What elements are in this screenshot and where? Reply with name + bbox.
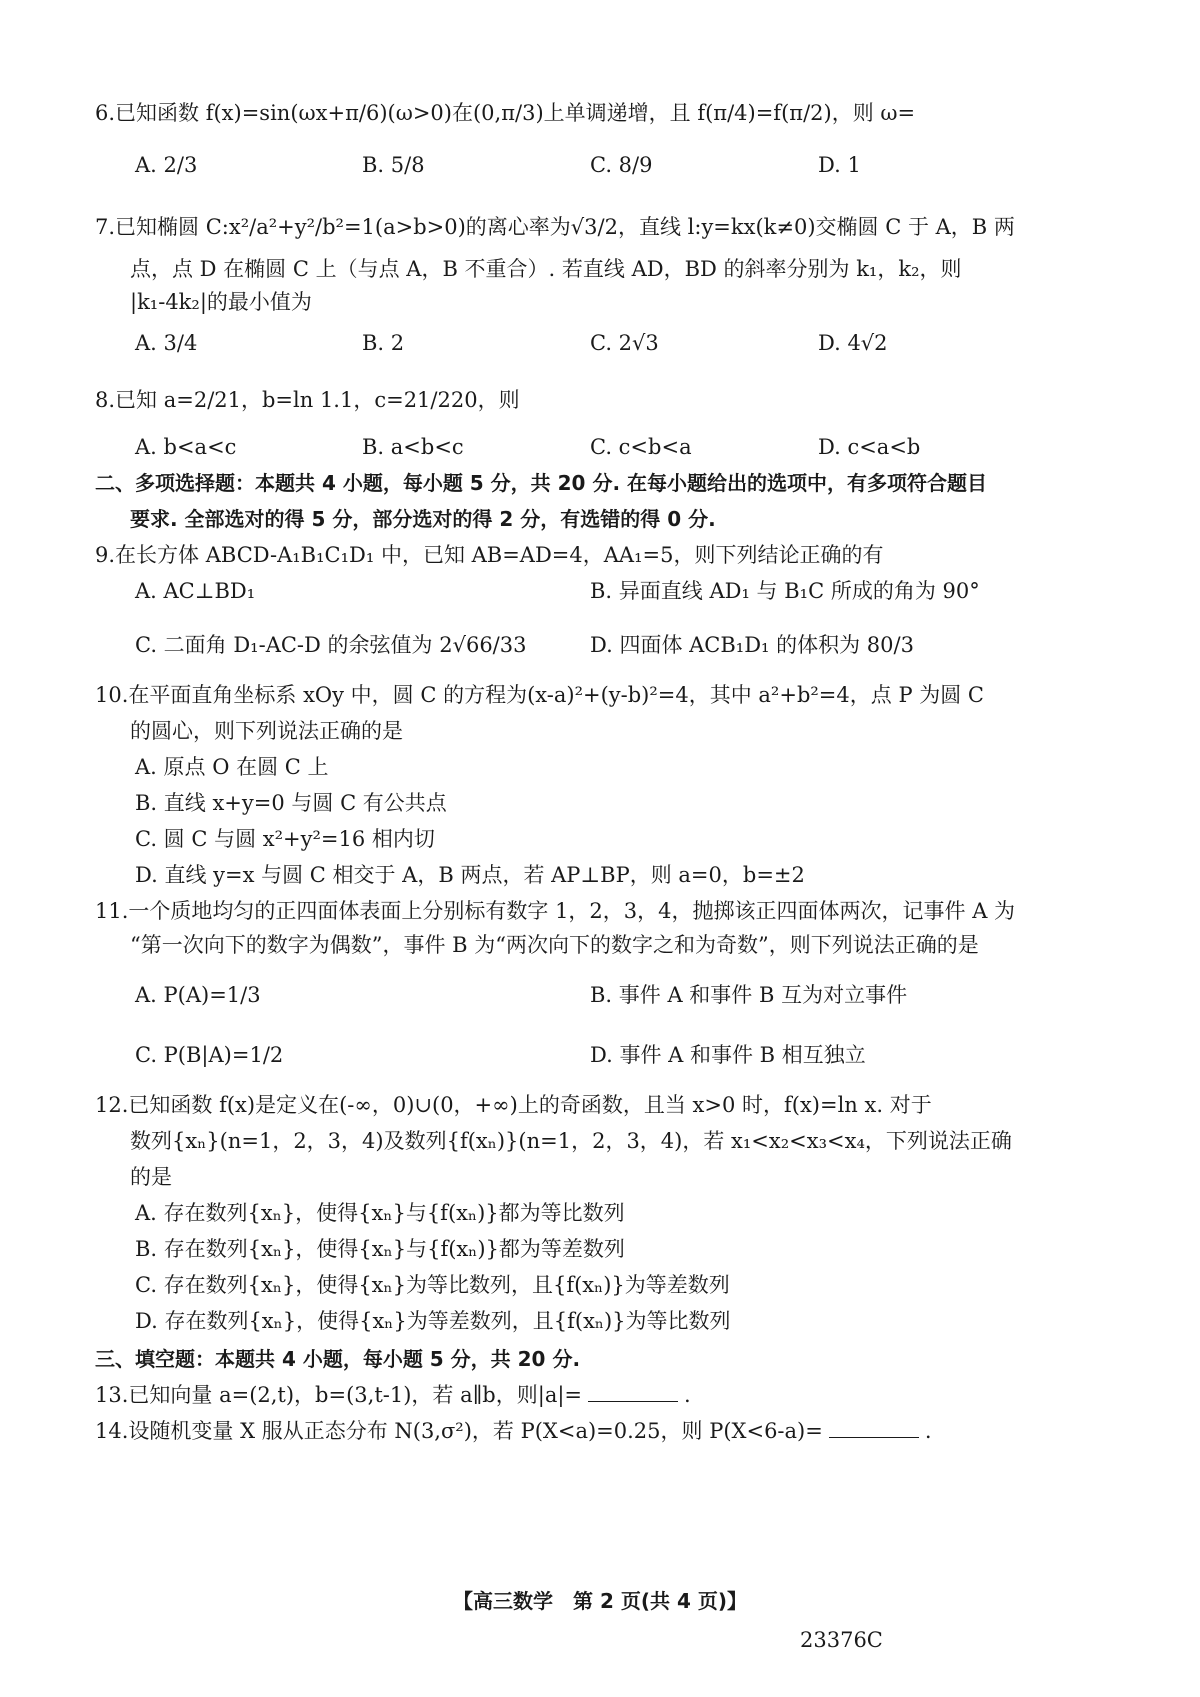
q9-option-c: C. 二面角 D₁-AC-D 的余弦值为 2√66/33 bbox=[135, 633, 527, 657]
q12-stem-line2: 数列{xₙ}(n=1，2，3，4)及数列{f(xₙ)}(n=1，2，3，4)，若 x₁<x₂<x₃<x₄，下列说法正确 bbox=[130, 1129, 1012, 1153]
q11-stem-line2: “第一次向下的数字为偶数”，事件 B 为“两次向下的数字之和为奇数”，则下列说法正确的是 bbox=[130, 933, 979, 957]
q7-stem-line2: 点，点 D 在椭圆 C 上（与点 A，B 不重合）. 若直线 AD，BD 的斜率分别为 k₁，k₂，则 bbox=[130, 257, 962, 281]
q14-answer-blank[interactable] bbox=[829, 1419, 919, 1438]
q6-stem: 6.已知函数 f(x)=sin(ωx+π/6)(ω>0)在(0,π/3)上单调递增，且 f(π/4)=f(π/2)，则 ω= bbox=[95, 101, 916, 125]
q12-option-a: A. 存在数列{xₙ}，使得{xₙ}与{f(xₙ)}都为等比数列 bbox=[135, 1201, 625, 1225]
q14-stem: 14.设随机变量 X 服从正态分布 N(3,σ²)，若 P(X<a)=0.25，则 P(X<6-a)= bbox=[95, 1419, 823, 1443]
q14-end: . bbox=[924, 1419, 932, 1443]
q10-option-c: C. 圆 C 与圆 x²+y²=16 相内切 bbox=[135, 827, 435, 851]
q6-option-b: B. 5/8 bbox=[362, 153, 425, 177]
q12-option-c: C. 存在数列{xₙ}，使得{xₙ}为等比数列，且{f(xₙ)}为等差数列 bbox=[135, 1273, 730, 1297]
q12-option-d: D. 存在数列{xₙ}，使得{xₙ}为等差数列，且{f(xₙ)}为等比数列 bbox=[135, 1309, 731, 1333]
section2-heading-line2: 要求. 全部选对的得 5 分，部分选对的得 2 分，有选错的得 0 分. bbox=[130, 507, 716, 531]
q11-option-d: D. 事件 A 和事件 B 相互独立 bbox=[590, 1043, 866, 1067]
q10-option-a: A. 原点 O 在圆 C 上 bbox=[135, 755, 329, 779]
q12-stem-line3: 的是 bbox=[130, 1165, 172, 1189]
q10-stem-line1: 10.在平面直角坐标系 xOy 中，圆 C 的方程为(x-a)²+(y-b)²=4，其中 a²+b²=4，点 P 为圆 C bbox=[95, 683, 984, 707]
q10-stem-line2: 的圆心，则下列说法正确的是 bbox=[130, 719, 403, 743]
q7-option-c: C. 2√3 bbox=[590, 331, 659, 355]
q13-line bbox=[95, 1380, 691, 1410]
q8-option-d: D. c<a<b bbox=[818, 435, 921, 459]
q12-option-b: B. 存在数列{xₙ}，使得{xₙ}与{f(xₙ)}都为等差数列 bbox=[135, 1237, 625, 1261]
q10-option-d: D. 直线 y=x 与圆 C 相交于 A，B 两点，若 AP⊥BP，则 a=0，b=±2 bbox=[135, 863, 805, 887]
q8-option-a: A. b<a<c bbox=[135, 435, 237, 459]
exam-code: 23376C bbox=[800, 1628, 883, 1652]
q11-option-a: A. P(A)=1/3 bbox=[135, 983, 261, 1007]
q10-option-b: B. 直线 x+y=0 与圆 C 有公共点 bbox=[135, 791, 447, 815]
section2-heading-line1: 二、多项选择题：本题共 4 小题，每小题 5 分，共 20 分. 在每小题给出的选项中，有多项符合题目 bbox=[95, 471, 988, 495]
q8-option-b: B. a<b<c bbox=[362, 435, 464, 459]
q9-stem: 9.在长方体 ABCD-A₁B₁C₁D₁ 中，已知 AB=AD=4，AA₁=5，则下列结论正确的有 bbox=[95, 543, 884, 567]
section3-heading: 三、填空题：本题共 4 小题，每小题 5 分，共 20 分. bbox=[95, 1347, 581, 1371]
q13-stem: 13.已知向量 a=(2,t)，b=(3,t-1)，若 a∥b，则|a|= bbox=[95, 1383, 583, 1407]
q11-option-b: B. 事件 A 和事件 B 互为对立事件 bbox=[590, 983, 908, 1007]
q11-stem-line1: 11.一个质地均匀的正四面体表面上分别标有数字 1，2，3，4，抛掷该正四面体两次，记事件 A 为 bbox=[95, 899, 1016, 923]
q7-option-b: B. 2 bbox=[362, 331, 405, 355]
q7-stem-line3: |k₁-4k₂|的最小值为 bbox=[130, 290, 312, 314]
q9-option-d: D. 四面体 ACB₁D₁ 的体积为 80/3 bbox=[590, 633, 914, 657]
q9-option-b: B. 异面直线 AD₁ 与 B₁C 所成的角为 90° bbox=[590, 579, 980, 603]
q7-option-a: A. 3/4 bbox=[135, 331, 198, 355]
q8-option-c: C. c<b<a bbox=[590, 435, 692, 459]
q13-answer-blank[interactable] bbox=[588, 1383, 678, 1402]
q13-end: . bbox=[684, 1383, 691, 1407]
q7-stem-line1: 7.已知椭圆 C:x²/a²+y²/b²=1(a>b>0)的离心率为√3/2，直线 l:y=kx(k≠0)交椭圆 C 于 A，B 两 bbox=[95, 215, 1015, 239]
q8-stem: 8.已知 a=2/21，b=ln 1.1，c=21/220，则 bbox=[95, 388, 520, 412]
q6-option-d: D. 1 bbox=[818, 153, 861, 177]
q6-option-c: C. 8/9 bbox=[590, 153, 653, 177]
q11-option-c: C. P(B|A)=1/2 bbox=[135, 1043, 284, 1067]
q14-line bbox=[95, 1416, 932, 1446]
q9-option-a: A. AC⊥BD₁ bbox=[135, 579, 256, 603]
q12-stem-line1: 12.已知函数 f(x)是定义在(-∞，0)∪(0，+∞)上的奇函数，且当 x>0 时，f(x)=ln x. 对于 bbox=[95, 1093, 932, 1117]
q7-option-d: D. 4√2 bbox=[818, 331, 888, 355]
q6-option-a: A. 2/3 bbox=[135, 153, 198, 177]
page-footer: 【高三数学 第 2 页(共 4 页)】 bbox=[453, 1589, 747, 1613]
